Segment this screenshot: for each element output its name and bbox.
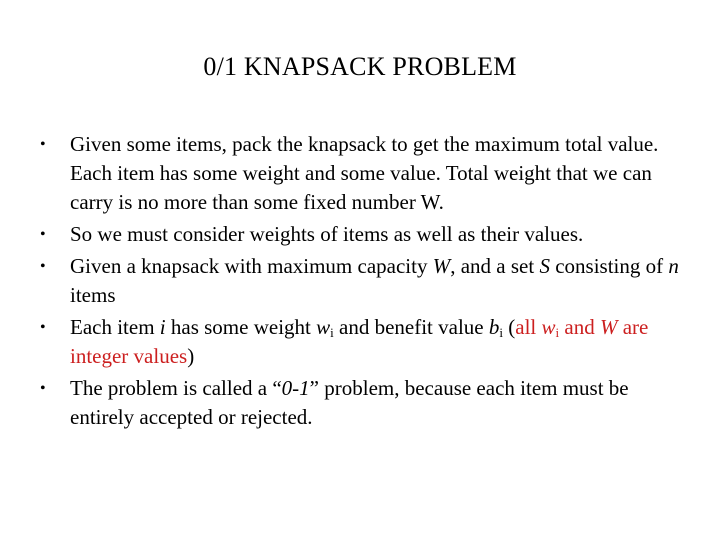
bullet-text: ” problem, because each item must be entirely accepted or rejected.	[70, 376, 629, 429]
var-set-S: S	[539, 254, 550, 278]
var-capacity-W-highlight: W	[599, 315, 618, 339]
bullet-text: , and a set	[450, 254, 540, 278]
bullet-item-3	[40, 252, 690, 310]
bullet-text: (	[503, 315, 516, 339]
bullet-marker: •	[40, 380, 46, 397]
subscript-i: i	[330, 325, 334, 340]
bullet-text: Given some items, pack the knapsack to get the maximum total value. Each item has some weight and some value. Total weight that we can carry is no more than some fixed number W.	[70, 132, 659, 214]
bullet-text: )	[187, 344, 195, 368]
bullet-text: items	[70, 283, 116, 307]
var-n: n	[668, 254, 679, 278]
highlight-text: all	[515, 315, 542, 339]
bullet-text: Given a knapsack with maximum capacity	[70, 254, 433, 278]
bullet-marker: •	[40, 226, 46, 243]
var-capacity-W: W	[432, 254, 451, 278]
bullet-item-1	[40, 130, 690, 217]
bullet-marker: •	[40, 258, 46, 275]
bullet-text: and benefit value	[333, 315, 489, 339]
slide-title: 0/1 KNAPSACK PROBLEM	[203, 52, 517, 81]
emphasis-0-1: 0-1	[281, 376, 310, 400]
bullet-item-2	[40, 220, 690, 249]
bullet-marker: •	[40, 319, 46, 336]
var-weight-w: w	[316, 315, 331, 339]
subscript-i-highlight: i	[555, 325, 560, 340]
bullet-text: has some weight	[165, 315, 317, 339]
subscript-i: i	[499, 325, 503, 340]
bullet-list	[40, 130, 690, 432]
bullet-text: So we must consider weights of items as well as their values.	[70, 222, 584, 246]
bullet-text: The problem is called a “	[70, 376, 282, 400]
var-weight-w-highlight: w	[541, 315, 556, 339]
bullet-item-5	[40, 374, 690, 432]
highlight-text: and	[559, 315, 600, 339]
highlight-text: are integer values	[70, 315, 649, 368]
var-i: i	[159, 315, 166, 339]
var-benefit-b: b	[488, 315, 500, 339]
bullet-item-4	[40, 313, 690, 371]
bullet-marker: •	[40, 136, 46, 153]
bullet-text: consisting of	[549, 254, 669, 278]
bullet-text: Each item	[70, 315, 160, 339]
